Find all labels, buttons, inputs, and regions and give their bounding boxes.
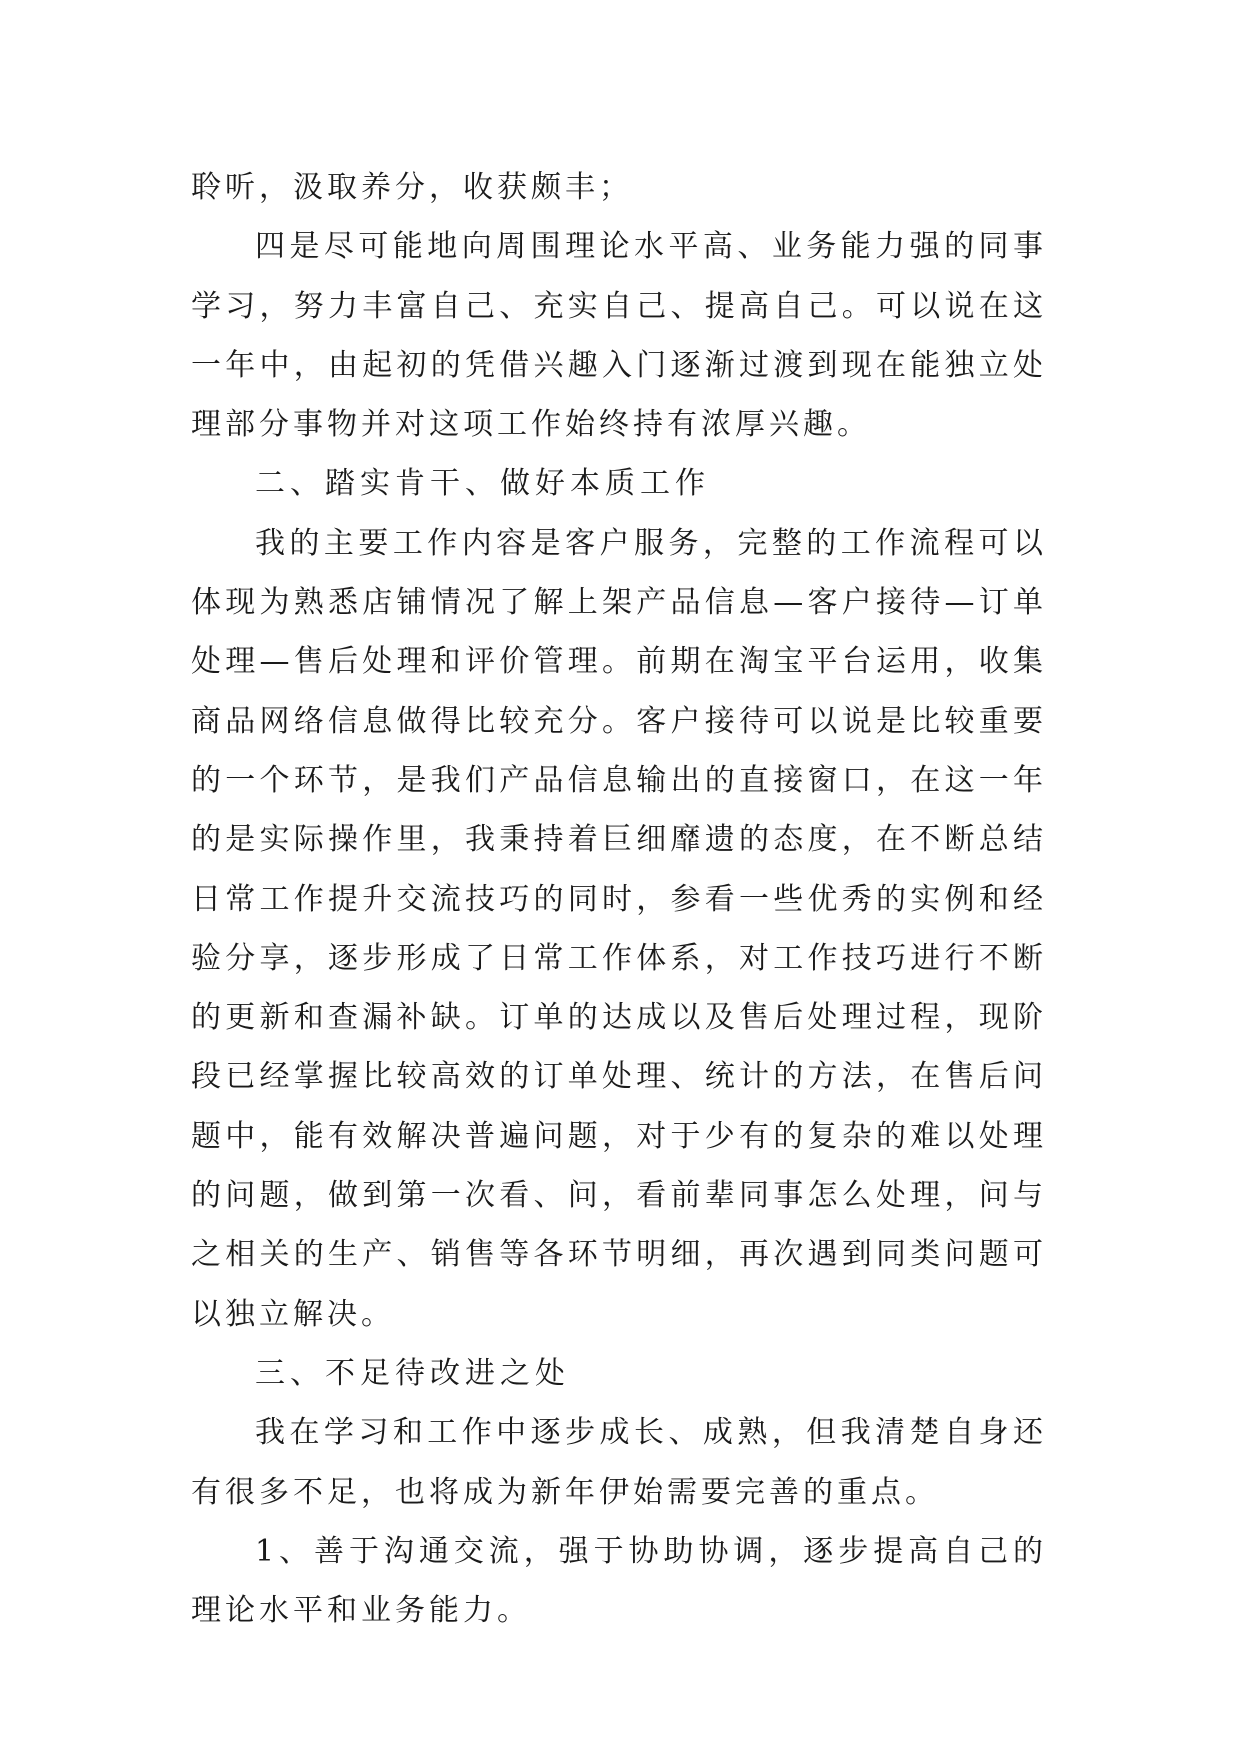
paragraph-continuation: 聆听，汲取养分，收获颇丰； xyxy=(191,170,633,205)
section-heading-two: 二、踏实肯干、做好本质工作 xyxy=(255,466,710,502)
section-heading-three: 三、不足待改进之处 xyxy=(255,1355,570,1391)
paragraph-shortcomings: 我在学习和工作中逐步成长、成熟，但我清楚自身还有很多不足，也将成为新年伊始需要完善的重点。 xyxy=(191,1415,1047,1510)
paragraph-point-four: 四是尽可能地向周围理论水平高、业务能力强的同事学习，努力丰富自己、充实自己、提高自己。可以说在这一年中，由起初的凭借兴趣入门逐渐过渡到现在能独立处理部分事物并对这项工作始终持有浓厚兴趣。 xyxy=(191,229,1047,443)
paragraph-main-work: 我的主要工作内容是客户服务，完整的工作流程可以体现为熟悉店铺情况了解上架产品信息—客户接待—订单处理—售后处理和评价管理。前期在淘宝平台运用，收集商品网络信息做得比较充分。客户接待可以说是比较重要的一个环节，是我们产品信息输出的直接窗口，在这一年的是实际操作里，我秉持着巨细靡遗的态度，在不断总结日常工作提升交流技巧的同时，参看一些优秀的实例和经验分享，逐步形成了日常工作体系，对工作技巧进行不断的更新和查漏补缺。订单的达成以及售后处理过程，现阶段已经掌握比较高效的订单处理、统计的方法，在售后问题中，能有效解决普遍问题，对于少有的复杂的难以处理的问题，做到第一次看、问，看前辈同事怎么处理，问与之相关的生产、销售等各环节明细，再次遇到同类问题可以独立解决。 xyxy=(191,525,1047,1332)
paragraph-item-one: 1、善于沟通交流，强于协助协调，逐步提高自己的理论水平和业务能力。 xyxy=(191,1533,1047,1629)
document-body xyxy=(191,158,1047,1640)
